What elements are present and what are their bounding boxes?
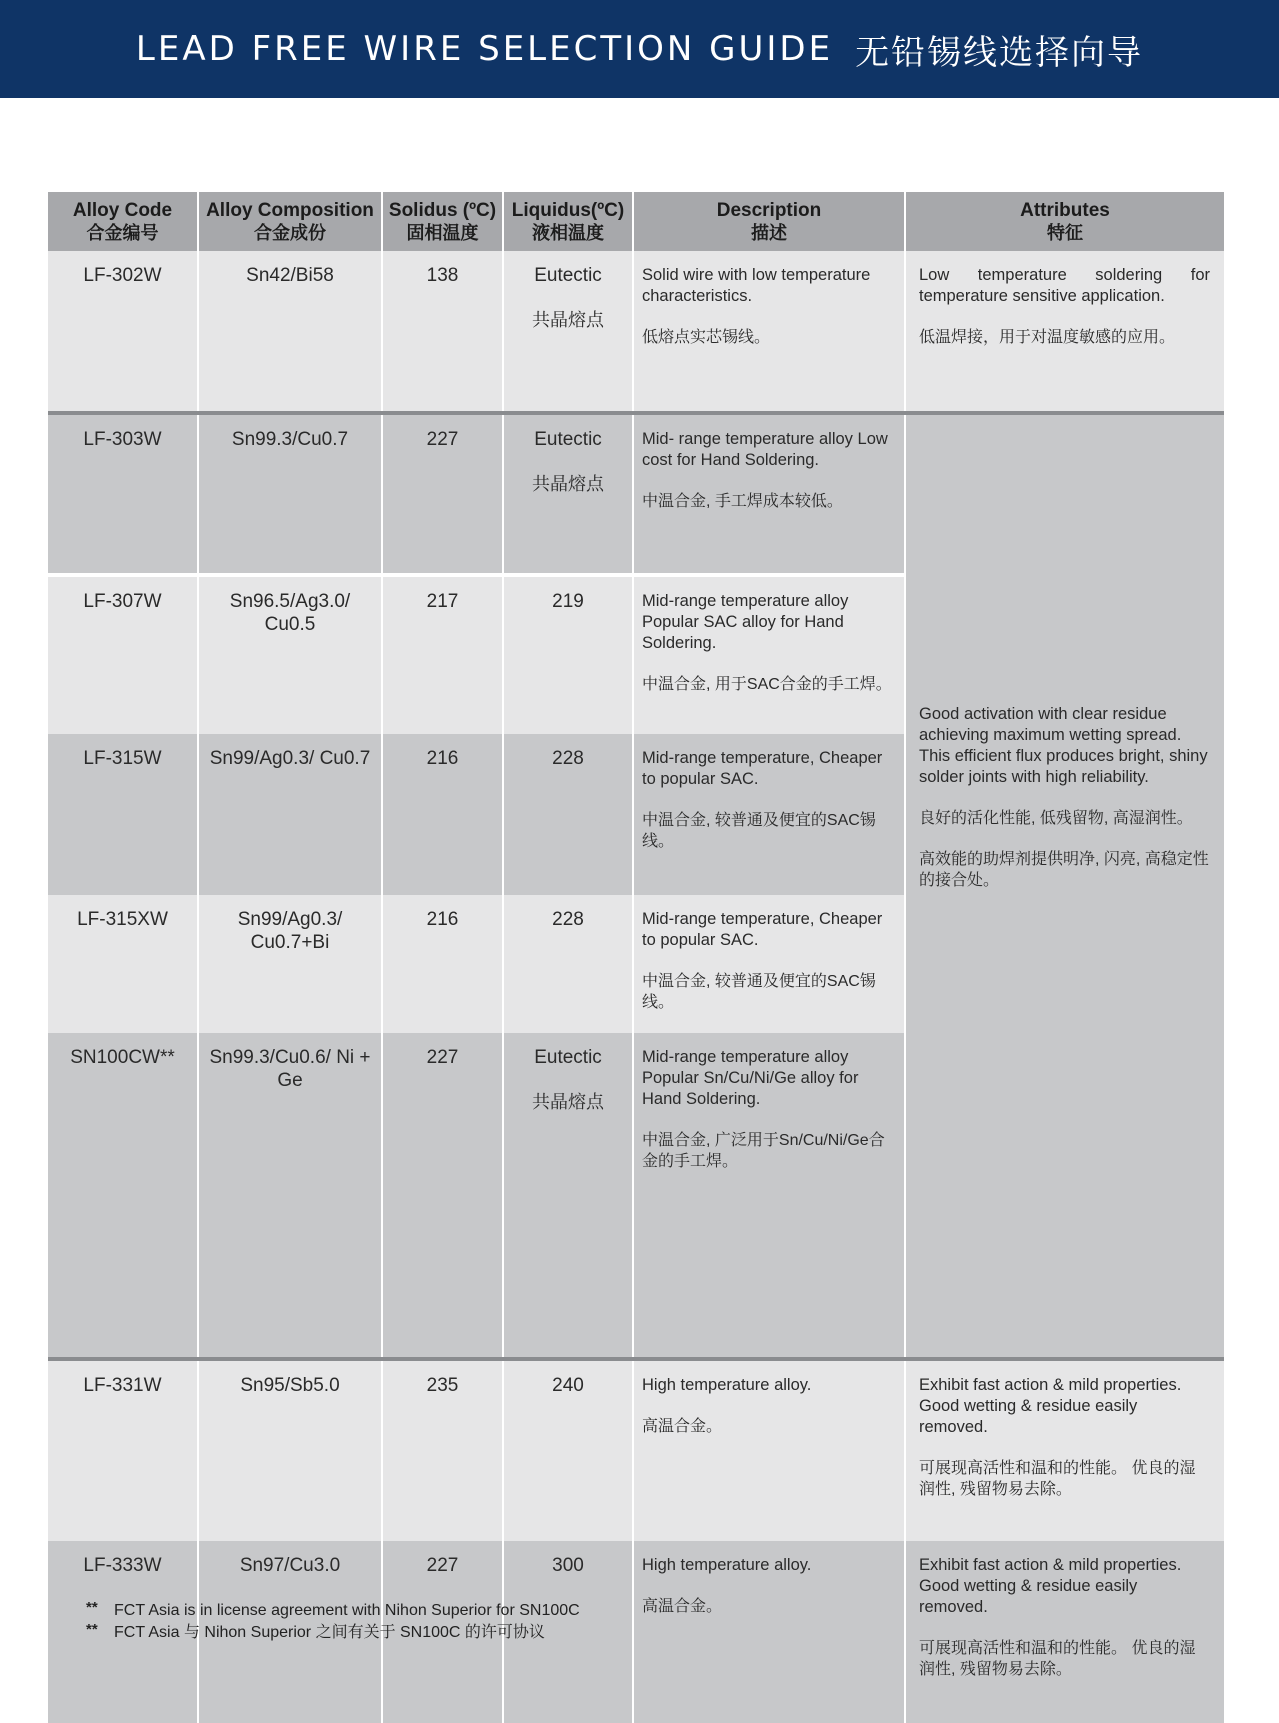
description-cell <box>634 251 906 411</box>
alloy-composition: Sn99/Ag0.3/ Cu0.7 <box>209 748 371 769</box>
solidus-cell <box>383 577 504 734</box>
description-zh: 低熔点实芯锡线。 <box>642 329 771 346</box>
liquidus-cell <box>504 1033 634 1357</box>
alloy-code-cell <box>48 895 199 1033</box>
header-liquidus <box>504 192 634 251</box>
liquidus-value: 228 <box>552 748 584 769</box>
solidus-cell <box>383 734 504 895</box>
alloy-composition: Sn97/Cu3.0 <box>239 1555 341 1576</box>
attributes-cell-high-temp <box>906 1361 1224 1541</box>
attributes-cell-low-temp <box>906 251 1224 411</box>
liquidus-value: 240 <box>552 1375 584 1396</box>
header-label: Liquidus(ºC) <box>511 199 625 221</box>
solidus-value: 216 <box>426 748 459 769</box>
alloy-code: LF-302W <box>83 265 162 286</box>
alloy-composition: Sn99.3/Cu0.6/ Ni + Ge <box>209 1047 371 1091</box>
alloy-code: LF-331W <box>83 1375 162 1396</box>
solidus-value: 216 <box>426 909 459 930</box>
description-en: Mid- range temperature alloy Low cost for Hand Soldering. <box>642 430 888 469</box>
alloy-composition-cell <box>199 251 383 411</box>
footnotes <box>86 1600 580 1644</box>
description-zh: 中温合金, 较普通及便宜的SAC锡线。 <box>642 812 876 850</box>
alloy-composition: Sn99/Ag0.3/ Cu0.7+Bi <box>237 909 343 953</box>
header-attributes <box>906 192 1224 251</box>
description-en: High temperature alloy. <box>642 1376 812 1394</box>
page-title-zh: 无铅锡线选择向导 <box>855 32 1144 73</box>
footnote-marker: ** <box>86 1599 98 1616</box>
solidus-cell <box>383 1361 504 1541</box>
solidus-value: 217 <box>426 591 459 612</box>
description-cell <box>634 734 906 895</box>
solidus-cell <box>383 895 504 1033</box>
description-zh: 高温合金。 <box>642 1598 723 1615</box>
description-cell <box>634 415 906 573</box>
attribute-text-zh: 高效能的助焊剂提供明净, 闪亮, 高稳定性的接合处。 <box>919 851 1209 889</box>
alloy-composition-cell <box>199 1361 383 1541</box>
alloy-code-cell <box>48 251 199 411</box>
header-label-zh: 固相温度 <box>406 222 479 243</box>
header-alloy-composition <box>199 192 383 251</box>
solidus-cell <box>383 1033 504 1357</box>
liquidus-cell <box>504 734 634 895</box>
page-title-en: LEAD FREE WIRE SELECTION GUIDE <box>135 29 834 69</box>
liquidus-value: Eutectic <box>534 1047 602 1068</box>
liquidus-zh: 共晶熔点 <box>532 474 604 494</box>
footnote-marker: ** <box>86 1621 98 1638</box>
solidus-value: 235 <box>426 1375 459 1396</box>
liquidus-value: 300 <box>552 1555 584 1576</box>
alloy-composition: Sn42/Bi58 <box>246 265 334 286</box>
description-en: Mid-range temperature alloy Popular Sn/Cu/Ni/Ge alloy for Hand Soldering. <box>642 1048 859 1108</box>
liquidus-cell <box>504 415 634 573</box>
description-cell <box>634 577 906 734</box>
alloy-code-cell <box>48 577 199 734</box>
selection-table <box>48 192 1224 1723</box>
liquidus-zh: 共晶熔点 <box>532 1092 604 1112</box>
header-label: Alloy Code <box>72 199 173 221</box>
alloy-composition-cell <box>199 415 383 573</box>
alloy-code: SN100CW** <box>70 1047 175 1068</box>
liquidus-value: 228 <box>552 909 584 930</box>
description-en: High temperature alloy. <box>642 1556 812 1574</box>
solidus-value: 227 <box>426 1555 459 1576</box>
description-en: Mid-range temperature, Cheaper to popular SAC. <box>642 910 883 949</box>
attribute-text-en: Exhibit fast action & mild properties. Good wetting & residue easily removed. <box>919 1376 1182 1436</box>
attribute-text-en: Exhibit fast action & mild properties. Good wetting & residue easily removed. <box>919 1556 1182 1616</box>
header-label: Description <box>716 199 822 221</box>
header-label-zh: 特征 <box>1047 222 1083 243</box>
solidus-value: 138 <box>426 265 459 286</box>
solidus-cell <box>383 251 504 411</box>
attribute-text-en: Good activation with clear residue achieving maximum wetting spread. This efficient flux produces bright, shiny solder joints with high reliability. <box>919 705 1208 786</box>
attribute-text-zh: 可展现高活性和温和的性能。 优良的湿润性, 残留物易去除。 <box>919 1640 1196 1678</box>
liquidus-value: 219 <box>552 591 584 612</box>
liquidus-zh: 共晶熔点 <box>532 310 604 330</box>
description-en: Mid-range temperature alloy Popular SAC alloy for Hand Soldering. <box>642 592 849 652</box>
header-label: Attributes <box>1020 199 1110 221</box>
header-label: Alloy Composition <box>206 199 374 221</box>
header-label-zh: 液相温度 <box>532 222 604 243</box>
attribute-text-zh: 可展现高活性和温和的性能。 优良的湿润性, 残留物易去除。 <box>919 1460 1196 1498</box>
alloy-code-cell <box>48 1361 199 1541</box>
liquidus-cell <box>504 895 634 1033</box>
solidus-cell <box>383 415 504 573</box>
solidus-value: 227 <box>426 1047 459 1068</box>
header-label: Solidus (ºC) <box>388 199 497 221</box>
alloy-composition-cell <box>199 734 383 895</box>
alloy-composition-cell <box>199 577 383 734</box>
alloy-composition-cell <box>199 895 383 1033</box>
description-zh: 高温合金。 <box>642 1418 723 1435</box>
alloy-code: LF-303W <box>83 429 162 450</box>
attributes-cell-mid-range <box>906 415 1224 1357</box>
header-label-zh: 描述 <box>751 222 787 243</box>
alloy-code-cell <box>48 1033 199 1357</box>
description-zh: 中温合金, 广泛用于Sn/Cu/Ni/Ge合金的手工焊。 <box>642 1132 885 1170</box>
liquidus-cell <box>504 251 634 411</box>
description-zh: 中温合金, 手工焊成本较低。 <box>642 493 843 510</box>
description-zh: 中温合金, 较普通及便宜的SAC锡线。 <box>642 973 876 1011</box>
attribute-text-zh: 良好的活化性能, 低残留物, 高湿润性。 <box>919 810 1193 827</box>
alloy-composition: Sn95/Sb5.0 <box>240 1375 340 1396</box>
header-label-zh: 合金成份 <box>254 222 326 243</box>
footnote-text: FCT Asia 与 Nihon Superior 之间有关于 SN100C 的许可协议 <box>114 1624 545 1641</box>
alloy-code: LF-307W <box>83 591 162 612</box>
description-cell <box>634 895 906 1033</box>
liquidus-cell <box>504 577 634 734</box>
liquidus-cell <box>504 1361 634 1541</box>
attribute-text-en: Low temperature soldering for temperature sensitive application. <box>919 266 1210 305</box>
alloy-composition-cell <box>199 1033 383 1357</box>
alloy-code-cell <box>48 415 199 573</box>
footnote-en <box>86 1600 580 1622</box>
alloy-code: LF-333W <box>83 1555 162 1576</box>
attribute-text-zh: 低温焊接，用于对温度敏感的应用。 <box>919 329 1176 346</box>
alloy-code: LF-315XW <box>77 909 168 930</box>
alloy-code-cell <box>48 734 199 895</box>
description-cell <box>634 1361 906 1541</box>
solidus-value: 227 <box>426 429 459 450</box>
header-description <box>634 192 906 251</box>
header-label-zh: 合金编号 <box>86 222 159 243</box>
alloy-composition: Sn99.3/Cu0.7 <box>231 429 349 450</box>
liquidus-value: Eutectic <box>534 429 602 450</box>
header-solidus <box>383 192 504 251</box>
alloy-composition: Sn96.5/Ag3.0/ Cu0.5 <box>229 591 351 635</box>
header-alloy-code <box>48 192 199 251</box>
table-grid <box>48 192 1224 1723</box>
footnote-zh <box>86 1622 580 1644</box>
attributes-cell-high-temp <box>906 1541 1224 1723</box>
footnote-text: FCT Asia is in license agreement with Nihon Superior for SN100C <box>114 1602 580 1619</box>
liquidus-value: Eutectic <box>534 265 602 286</box>
title-banner <box>0 0 1279 98</box>
description-cell <box>634 1541 906 1723</box>
description-en: Mid-range temperature, Cheaper to popular SAC. <box>642 749 883 788</box>
description-cell <box>634 1033 906 1357</box>
description-zh: 中温合金, 用于SAC合金的手工焊。 <box>642 676 892 693</box>
alloy-code: LF-315W <box>83 748 162 769</box>
description-en: Solid wire with low temperature characteristics. <box>642 266 871 305</box>
